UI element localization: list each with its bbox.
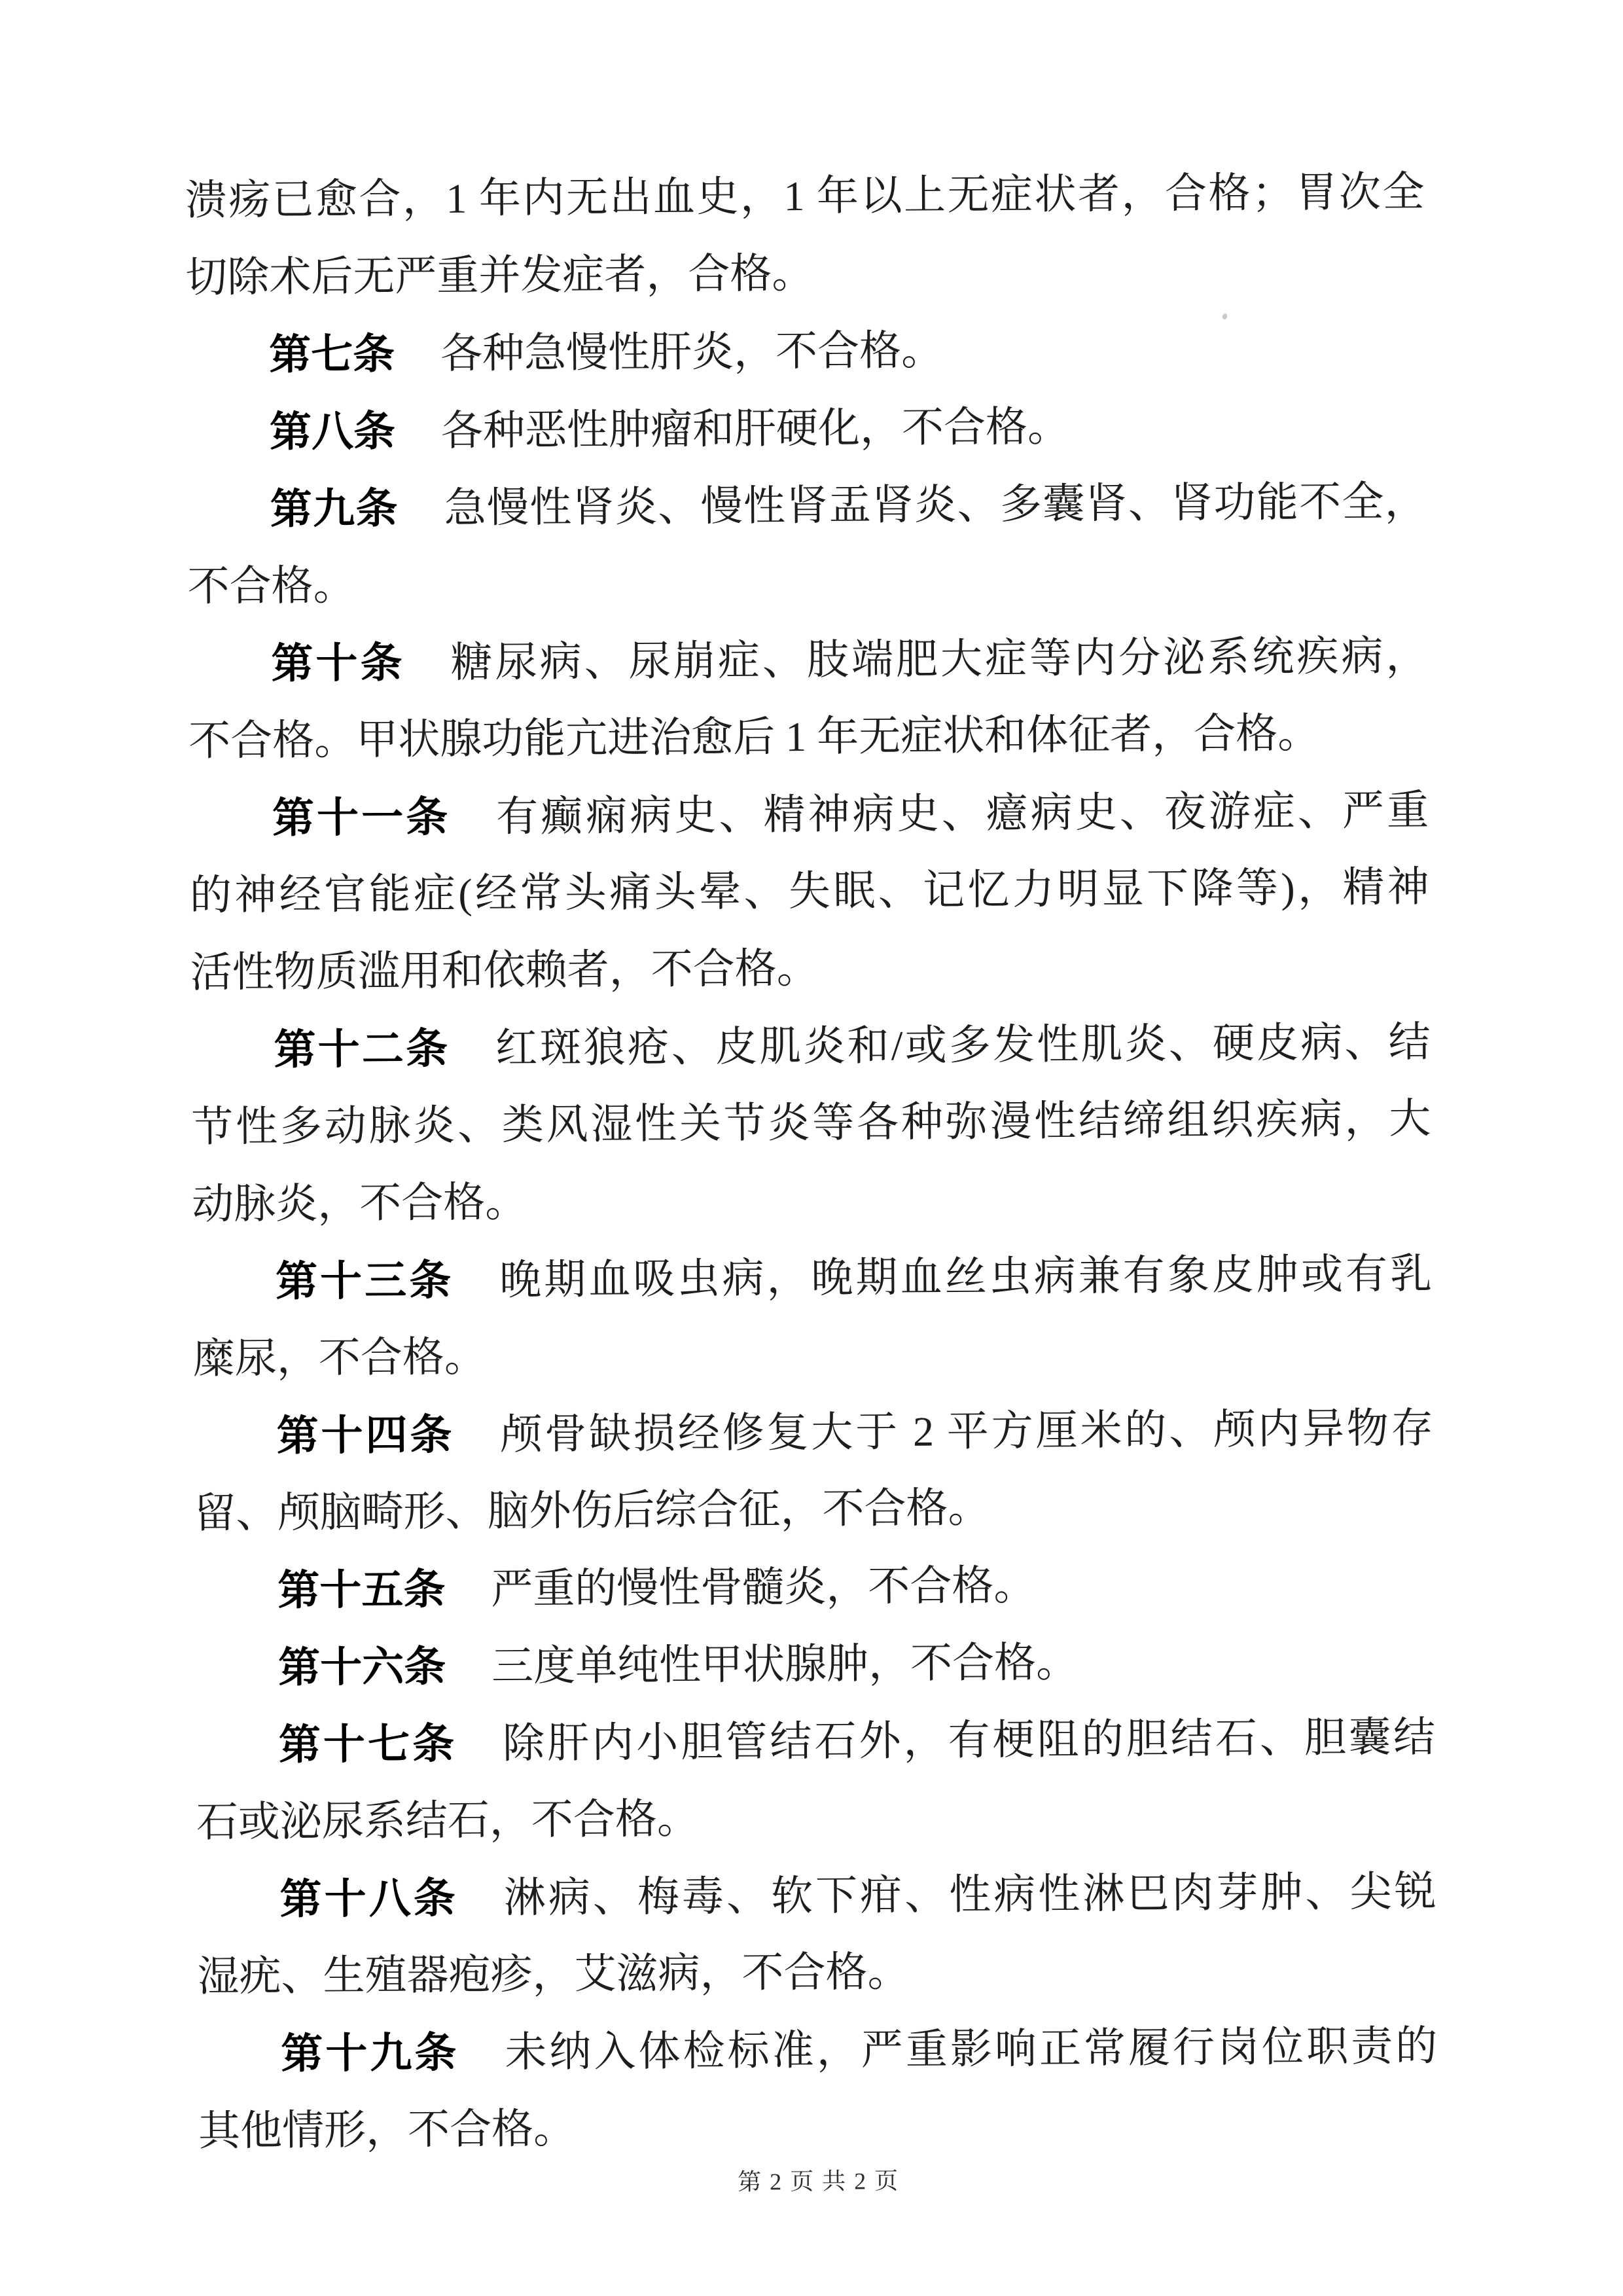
text-line: 不合格。 (187, 562, 355, 610)
text-line (192, 1234, 1433, 1320)
text-line (195, 1621, 1435, 1706)
text-line: 溃疡已愈合，1 年内无出血史，1 年以上无症状者，合格；胃次全 (185, 168, 1425, 224)
text-line (193, 1389, 1433, 1475)
text-line: 石或泌尿系结石，不合格。 (196, 1795, 700, 1846)
text-line: 其他情形，不合格。 (198, 2105, 576, 2155)
page-number-footer: 第 2 页 共 2 页 (738, 2168, 900, 2195)
text-line (198, 2007, 1438, 2092)
article-number-label: 第十七条 (278, 1719, 457, 1768)
article-number-label: 第十三条 (275, 1256, 454, 1305)
text-line (187, 385, 1427, 471)
text-line: 留、颅脑畸形、脑外伤后综合征，不合格。 (194, 1484, 990, 1537)
text-line: 动脉炎，不合格。 (191, 1179, 527, 1228)
text-line (187, 462, 1427, 548)
article-number-label: 第十四条 (276, 1410, 455, 1460)
article-text: 有癫痫病史、精神病史、癔病史、夜游症、严重 (496, 787, 1429, 840)
article-text: 淋病、梅毒、软下疳、性病性淋巴肉芽肿、尖锐 (503, 1868, 1436, 1922)
article-number-label: 第十五条 (277, 1565, 446, 1614)
article-text: 未纳入体检标准，严重影响正常履行岗位职责的 (505, 2022, 1438, 2076)
text-line (189, 771, 1429, 857)
article-number-label: 第十八条 (279, 1874, 459, 1923)
article-number-label: 第十条 (271, 639, 405, 687)
article-text: 糖尿病、尿崩症、肢端肥大症等内分泌系统疾病， (450, 632, 1428, 686)
text-line: 活性物质滥用和依赖者，不合格。 (190, 944, 819, 996)
text-line (190, 1003, 1431, 1088)
article-number-label: 第十二条 (274, 1024, 450, 1073)
article-text: 红斑狼疮、皮肌炎和/或多发性肌炎、硬皮病、结 (495, 1018, 1431, 1072)
article-text: 颅骨缺损经修复大于 2 平方厘米的、颅内异物存 (499, 1405, 1433, 1458)
article-number-label: 第十六条 (277, 1642, 446, 1691)
article-text: 三度单纯性甲状腺肿，不合格。 (491, 1639, 1079, 1690)
text-line (196, 1698, 1436, 1784)
text-line (188, 617, 1428, 702)
text-line: 糜尿，不合格。 (192, 1333, 487, 1382)
text-line (196, 1852, 1436, 1938)
text-line: 湿疣、生殖器疱疹，艾滋病，不合格。 (197, 1948, 910, 2000)
article-text: 晚期血吸虫病，晚期血丝虫病兼有象皮肿或有乳 (499, 1250, 1433, 1304)
article-number-label: 第九条 (270, 484, 399, 533)
text-line: 切除术后无严重并发症者，合格。 (185, 249, 814, 301)
article-text: 各种急慢性肝炎，不合格。 (440, 327, 944, 377)
article-number-label: 第十九条 (281, 2028, 459, 2077)
text-line: 节性多动脉炎、类风湿性关节炎等各种弥漫性结缔组织疾病，大 (191, 1095, 1431, 1151)
article-text: 各种恶性肿瘤和肝硬化，不合格。 (440, 403, 1070, 454)
article-number-label: 第十一条 (272, 793, 451, 842)
text-line (194, 1543, 1435, 1629)
article-number-label: 第七条 (268, 330, 395, 378)
article-text: 急慢性肾炎、慢性肾盂肾炎、多囊肾、肾功能不全， (444, 478, 1427, 531)
text-line: 的神经官能症(经常头痛头晕、失眠、记忆力明显下降等)，精神 (189, 863, 1430, 919)
article-number-label: 第八条 (269, 407, 396, 456)
page-content (185, 153, 1438, 2209)
text-line (186, 308, 1426, 393)
article-text: 除肝内小胆管结石外，有梗阻的胆结石、胆囊结 (502, 1713, 1436, 1767)
text-line: 不合格。甲状腺功能亢进治愈后 1 年无症状和体征者，合格。 (188, 709, 1320, 764)
article-text: 严重的慢性骨髓炎，不合格。 (491, 1562, 1036, 1613)
